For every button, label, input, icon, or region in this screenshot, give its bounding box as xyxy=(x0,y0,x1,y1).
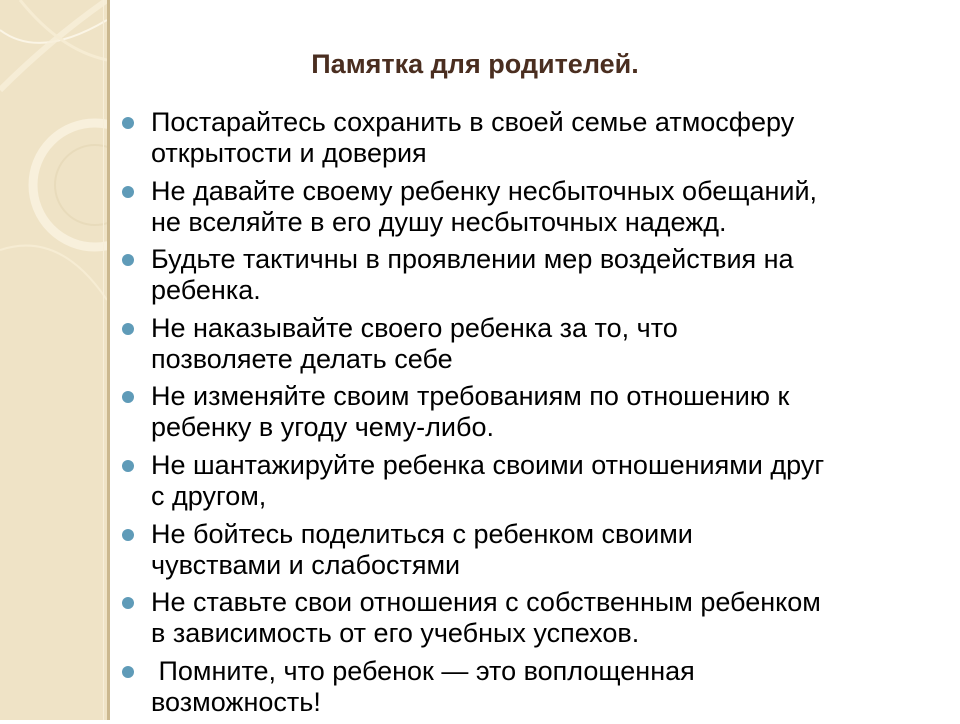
advice-text-line-1: Не давайте своему ребенку несбыточных обещаний, xyxy=(151,175,818,206)
advice-text-line-1: Не шантажируйте ребенка своими отношениями друг xyxy=(151,449,825,480)
bullet-icon xyxy=(122,597,134,609)
advice-item xyxy=(120,244,955,313)
advice-text-line-2: ребенка. xyxy=(151,275,261,306)
advice-text-line-1: Не изменяйте своим требованиям по отношению к xyxy=(151,381,790,412)
advice-item xyxy=(120,656,955,724)
advice-item xyxy=(120,450,955,519)
advice-text-line-2: не вселяйте в его душу несбыточных надежд. xyxy=(151,206,727,237)
decorative-side-panel xyxy=(0,0,107,720)
advice-item xyxy=(120,313,955,382)
bullet-icon xyxy=(122,391,134,403)
advice-text-line-2: ребенку в угоду чему-либо. xyxy=(151,412,494,443)
bullet-icon xyxy=(122,117,134,129)
advice-item xyxy=(120,176,955,245)
advice-item xyxy=(120,587,955,656)
advice-text-line-2: с другом, xyxy=(151,480,267,511)
bullet-icon xyxy=(122,529,134,541)
advice-text-line-1: Постарайтесь сохранить в своей семье атмосферу xyxy=(151,107,795,137)
advice-text-line-2: открытости и доверия xyxy=(151,138,427,168)
page-title: Памятка для родителей. xyxy=(311,49,639,79)
decorative-swirl-graphic xyxy=(0,0,107,720)
advice-text-line-2: в зависимость от его учебных успехов. xyxy=(151,618,640,649)
bullet-icon xyxy=(122,460,134,472)
side-panel-border xyxy=(107,0,110,720)
advice-text-line-1: Не бойтесь поделиться с ребенком своими xyxy=(151,518,693,549)
advice-item xyxy=(120,107,955,176)
advice-text-line-2: чувствами и слабостями xyxy=(151,549,461,580)
advice-item xyxy=(120,381,955,450)
advice-item xyxy=(120,519,955,588)
bullet-icon xyxy=(122,186,134,198)
side-panel-highlight xyxy=(103,0,104,720)
bullet-icon xyxy=(122,254,134,266)
advice-text-line-1: Будьте тактичны в проявлении мер воздействия на xyxy=(151,244,794,275)
advice-text-line-1: Не наказывайте своего ребенка за то, что xyxy=(151,312,678,343)
advice-text-line-1: Не ставьте свои отношения с собственным ребенком xyxy=(151,587,821,618)
bullet-icon xyxy=(122,323,134,335)
advice-text-line-2: возможность! xyxy=(151,686,321,717)
advice-text-line-1: Помните, что ребенок — это воплощенная xyxy=(151,655,695,686)
advice-text-line-2: позволяете делать себе xyxy=(151,343,453,374)
advice-list xyxy=(120,107,955,724)
bullet-icon xyxy=(122,666,134,678)
